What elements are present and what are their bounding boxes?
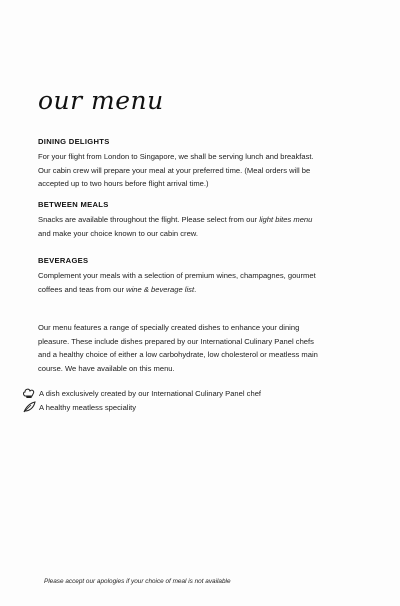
body-line: and make your choice known to our cabin crew.	[38, 228, 198, 238]
body-line: pleasure. These include dishes prepared by our International Culinary Panel chefs	[38, 336, 314, 346]
symbol-legend	[22, 386, 362, 414]
body-text: .	[194, 284, 197, 294]
legend-item	[22, 400, 362, 414]
light-bites-menu-reference: light bites menu	[259, 215, 313, 224]
body-line	[38, 213, 368, 227]
body-line	[38, 283, 368, 297]
legend-text: A dish exclusively created by our International Culinary Panel chef	[39, 388, 262, 398]
section-dining-delights	[38, 137, 368, 191]
section-body	[38, 213, 368, 240]
body-line: accepted up to two hours before flight arrival time.)	[38, 179, 209, 189]
body-line: Complement your meals with a selection of premium wines, champagnes, gourmet	[38, 271, 316, 280]
section-between-meals	[38, 200, 368, 240]
body-line: and a healthy choice of either a low carbohydrate, low cholesterol or meatless main	[38, 350, 318, 360]
body-line: Our cabin crew will prepare your meal at your preferred time. (Meal orders will be	[38, 165, 311, 175]
body-text: coffees and teas from our	[38, 284, 127, 294]
section-heading: DINING DELIGHTS	[38, 137, 110, 146]
section-body	[38, 150, 368, 191]
body-line: Our menu features a range of specially created dishes to enhance your dining	[38, 323, 300, 332]
menu-intro	[38, 321, 368, 375]
section-body	[38, 269, 368, 296]
wine-list-reference: wine & beverage list	[126, 284, 195, 294]
footer-note: Please accept our apologies if your choice of meal is not available	[44, 578, 231, 585]
body-text: Snacks are available throughout the flight. Please select from our	[38, 215, 260, 224]
body-line: For your flight from London to Singapore, we shall be serving lunch and breakfast.	[38, 152, 314, 161]
page-title: our menu	[38, 86, 164, 115]
legend-item	[22, 386, 362, 400]
leaf-icon	[22, 401, 36, 413]
section-heading: BETWEEN MEALS	[38, 200, 109, 209]
section-beverages	[38, 256, 368, 296]
legend-text: A healthy meatless speciality	[39, 402, 137, 412]
section-heading: BEVERAGES	[38, 256, 89, 265]
chef-hat-icon	[22, 387, 36, 399]
body-line: course. We have available on this menu.	[38, 363, 175, 373]
